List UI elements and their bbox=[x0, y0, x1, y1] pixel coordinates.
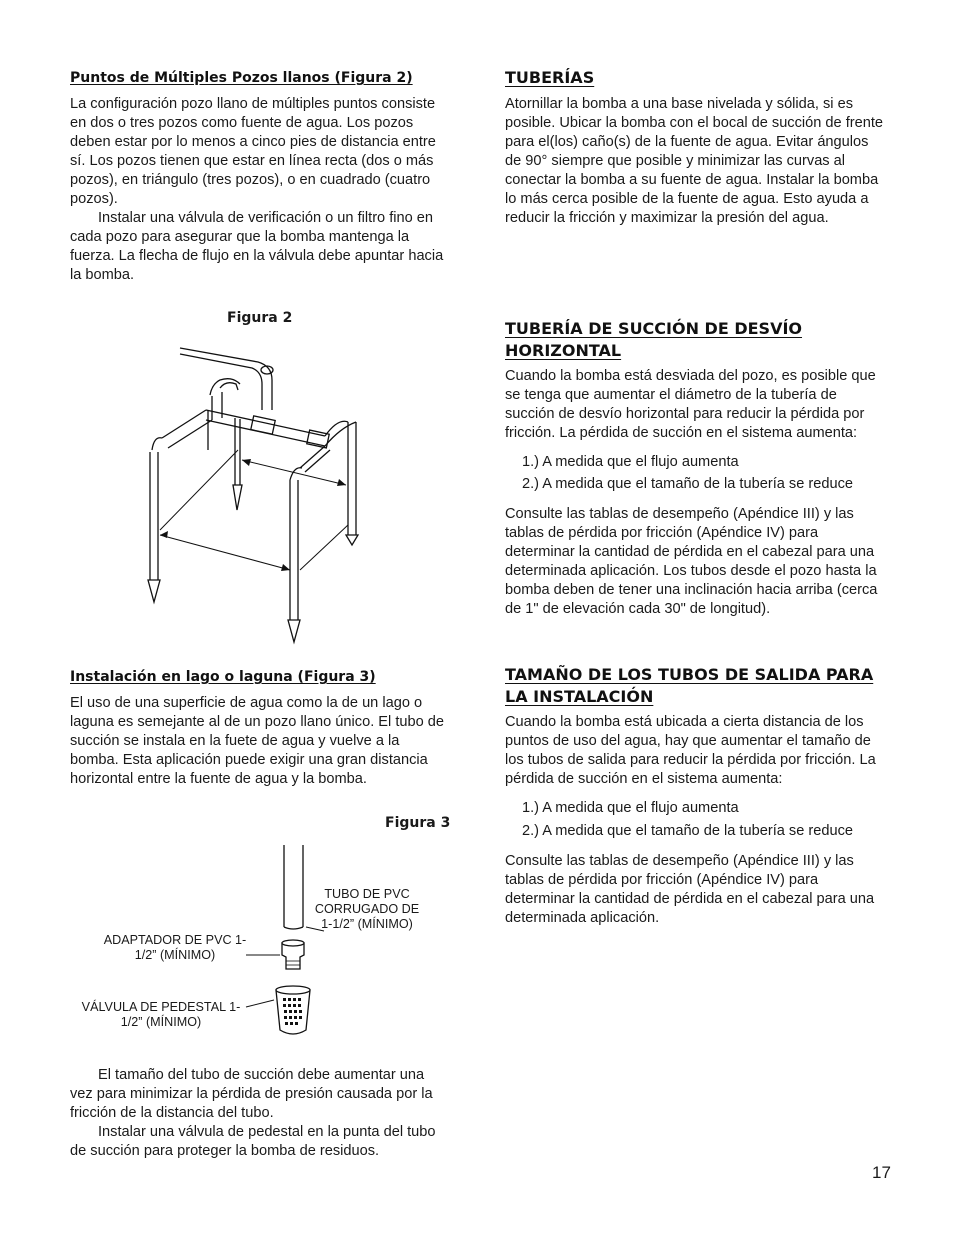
list-item: 1.) A medida que el flujo aumenta bbox=[522, 800, 739, 816]
paragraph-offset-suction: Cuando la bomba está desviada del pozo, es posible que se tenga que aumentar el diámetro de la tubería de succión de desvío horizontal para reducir la pérdida por fricción. La pérdida de succión en el sistema aumenta: bbox=[505, 368, 876, 441]
figure-2-label: Figura 2 bbox=[227, 310, 293, 326]
paragraph-suction-size: El tamaño del tubo de succión debe aumentar una vez para minimizar la pérdida de presión causada por la fricción de la distancia del tubo. bbox=[70, 1067, 433, 1121]
callout-pvc-adapter: ADAPTADOR DE PVC 1-1/2” (MÍNIMO) bbox=[103, 933, 247, 962]
page-number: 17 bbox=[872, 1163, 891, 1182]
paragraph-performance-tables: Consulte las tablas de desempeño (Apéndice III) y las tablas de pérdida por fricción (Apéndice IV) para determinar la cantidad de pérdida en el cabezal para una determinada aplicación. Los tubos desde el pozo hasta la bomba deben de tener una inclinación hacia arriba (cerca de 1" de elevación cada 30" de longitud). bbox=[505, 506, 878, 617]
figure-2-illustration bbox=[140, 340, 370, 645]
section-heading-offset-suction-l1: TUBERÍA DE SUCCIÓN DE DESVÍO bbox=[505, 319, 803, 338]
section-heading-piping: TUBERÍAS bbox=[505, 68, 595, 87]
section-heading-outlet-size-l1: TAMAÑO DE LOS TUBOS DE SALIDA PARA bbox=[505, 665, 874, 684]
callout-foot-valve: VÁLVULA DE PEDESTAL 1-1/2” (MÍNIMO) bbox=[81, 1000, 241, 1029]
callout-pvc-pipe: TUBO DE PVC CORRUGADO DE 1-1/2” (MÍNIMO) bbox=[314, 887, 420, 931]
paragraph-foot-valve: Instalar una válvula de pedestal en la punta del tubo de succión para proteger la bomba de residuos. bbox=[70, 1124, 436, 1159]
paragraph-check-valve: Instalar una válvula de verificación o un filtro fino en cada pozo para asegurar que la bomba mantenga la fuerza. La flecha de flujo en la válvula debe apuntar hacia la bomba. bbox=[70, 210, 444, 283]
section-heading-offset-suction-l2: HORIZONTAL bbox=[505, 341, 622, 360]
section-heading-outlet-size-l2: LA INSTALACIÓN bbox=[505, 687, 654, 706]
paragraph-lake-installation: El uso de una superficie de agua como la de un lago o laguna es semejante al de un pozo llano único. El tubo de succión se instala en la fuete de agua y vuelve a la bomba. Esta aplicación puede exigir una gran distancia horizontal entre la fuente de agua y la bomba. bbox=[70, 695, 445, 787]
list-item: 2.) A medida que el tamaño de la tubería se reduce bbox=[522, 823, 854, 839]
paragraph-piping: Atornillar la bomba a una base nivelada y sólida, si es posible. Ubicar la bomba con el bocal de succión de frente para el(los) caño(s) de la fuente de agua. Evitar ángulos de 90° siempre que posible y minimizar las curvas al conectar la bomba a su fuente de agua. Instalar la bomba lo más cerca posible de la fuente de agua. Esto ayuda a reducir la fricción y maximizar la presión del agua. bbox=[505, 96, 884, 226]
list-item: 2.) A medida que el tamaño de la tubería se reduce bbox=[522, 476, 854, 492]
figure-3-illustration bbox=[240, 845, 330, 1045]
list-item: 1.) A medida que el flujo aumenta bbox=[522, 454, 739, 470]
paragraph-outlet-size: Cuando la bomba está ubicada a cierta distancia de los puntos de uso del agua, hay que aumentar el tamaño de los tubos de salida para reducir la pérdida por fricción. La pérdida de succión en el sistema aumenta: bbox=[505, 714, 876, 787]
figure-3-label: Figura 3 bbox=[385, 815, 451, 831]
section-heading-multiple-wells: Puntos de Múltiples Pozos llanos (Figura 2) bbox=[70, 70, 413, 86]
paragraph-multiple-wells: La configuración pozo llano de múltiples puntos consiste en dos o tres pozos como fuente de agua. Los pozos deben estar por lo menos a cinco pies de distancia entre sí. Los pozos tienen que estar en línea recta (dos o más pozos), en triángulo (tres pozos), o en cuadrado (cuatro pozos). bbox=[70, 96, 436, 207]
paragraph-performance-tables-2: Consulte las tablas de desempeño (Apéndice III) y las tablas de pérdida por fricción (Apéndice IV) para determinar la cantidad de pérdida en el cabezal para una determinada aplicación. bbox=[505, 853, 875, 926]
section-heading-lake-installation: Instalación en lago o laguna (Figura 3) bbox=[70, 669, 376, 685]
